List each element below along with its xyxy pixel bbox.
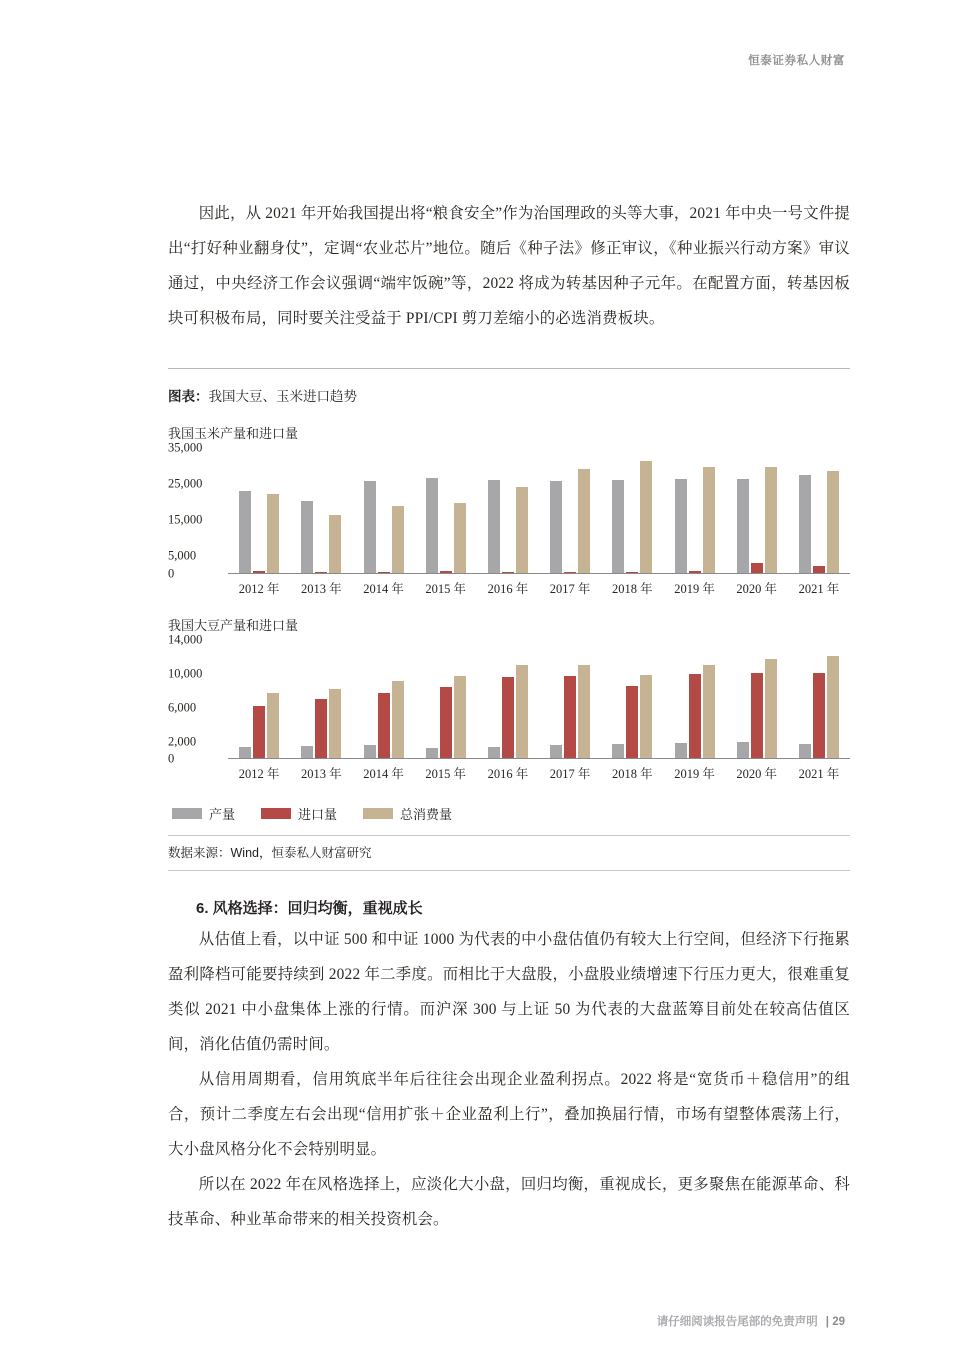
content-column: [168, 196, 850, 1237]
footer-disclaimer: 请仔细阅读报告尾部的免责声明: [656, 1316, 818, 1328]
x-axis-tick: 2020 年: [736, 767, 778, 781]
x-axis-tick: 2015 年: [425, 767, 467, 781]
x-axis-tick: 2013 年: [300, 767, 342, 781]
chart-soybean: [168, 615, 850, 782]
bar-prod: [488, 747, 500, 758]
bar-group: [415, 448, 477, 573]
chart-soybean-x-axis: [168, 764, 850, 782]
bar-imp: [751, 673, 763, 758]
y-axis-tick: 35,000: [168, 440, 203, 455]
bar-imp: [440, 687, 452, 758]
bar-imp: [253, 706, 265, 758]
bar-prod: [364, 481, 376, 573]
bar-imp: [378, 693, 390, 758]
x-axis-tick: 2021 年: [798, 767, 840, 781]
y-axis-tick: 2,000: [168, 734, 197, 749]
bar-cons: [827, 656, 839, 758]
x-axis-tick: 2017 年: [549, 767, 591, 781]
bar-cons: [392, 681, 404, 758]
bar-cons: [454, 676, 466, 758]
bar-group: [601, 640, 663, 758]
figure-caption: [168, 385, 850, 405]
footer-page-number: | 29: [825, 1316, 845, 1328]
bar-imp: [564, 572, 576, 573]
chart-corn-plot-area: [228, 448, 850, 574]
bar-group: [726, 640, 788, 758]
bar-cons: [267, 494, 279, 573]
chart-soybean-plot-wrap: [168, 632, 850, 766]
x-axis-tick: 2017 年: [549, 582, 591, 596]
x-axis-tick: 2020 年: [736, 582, 778, 596]
legend-swatch: [172, 808, 202, 819]
bar-prod: [799, 475, 811, 573]
bar-group: [663, 640, 725, 758]
y-axis-tick: 5,000: [168, 548, 197, 563]
page-header-brand: 恒泰证券私人财富: [748, 55, 845, 67]
bar-prod: [675, 743, 687, 758]
bar-imp: [751, 563, 763, 573]
chart-corn-x-axis: [168, 579, 850, 597]
bar-prod: [799, 744, 811, 758]
legend-item: [172, 804, 235, 823]
figure-caption-label: 图表：: [168, 389, 209, 404]
bar-imp: [689, 674, 701, 758]
bar-prod: [426, 748, 438, 758]
x-axis-tick: 2016 年: [487, 767, 529, 781]
chart-corn-plot-wrap: [168, 440, 850, 581]
bar-cons: [765, 659, 777, 758]
bar-prod: [550, 481, 562, 573]
bar-group: [539, 640, 601, 758]
bar-imp: [689, 571, 701, 573]
legend-swatch: [261, 808, 291, 819]
bar-cons: [454, 503, 466, 573]
chart-soybean-bar-groups: [228, 640, 850, 758]
x-axis-tick: 2019 年: [674, 582, 715, 596]
bar-group: [601, 448, 663, 573]
legend-item: [261, 804, 337, 823]
y-axis-tick: 25,000: [168, 476, 203, 491]
bar-cons: [578, 469, 590, 573]
legend-label: 进口量: [298, 807, 338, 822]
paragraph-3: 从信用周期看，信用筑底半年后往往会出现企业盈利拐点。2022 将是“宽货币＋稳信用”的组合，预计二季度左右会出现“信用扩张＋企业盈利上行”，叠加换届行情，市场有望整体震荡上行，大小盘风格分化不会特别明显。: [168, 1071, 850, 1158]
bar-cons: [827, 471, 839, 573]
x-axis-tick: 2012 年: [238, 582, 280, 596]
bar-group: [788, 640, 850, 758]
bar-prod: [239, 491, 251, 573]
x-axis-tick: 2013 年: [300, 582, 342, 596]
bar-prod: [675, 479, 687, 573]
bar-imp: [253, 571, 265, 573]
bar-imp: [378, 572, 390, 573]
chart-legend: [168, 804, 850, 823]
bar-imp: [440, 571, 452, 573]
bar-cons: [392, 506, 404, 573]
bar-imp: [626, 572, 638, 573]
legend-swatch: [363, 808, 393, 819]
bar-prod: [612, 744, 624, 758]
bar-prod: [301, 501, 313, 573]
section-heading: 6. 风格选择：回归均衡，重视成长: [196, 900, 423, 917]
bar-imp: [813, 673, 825, 758]
legend-item: [363, 804, 452, 823]
bar-cons: [267, 693, 279, 758]
chart-corn: [168, 423, 850, 597]
bar-imp: [813, 566, 825, 573]
bar-prod: [364, 745, 376, 758]
chart-soybean-plot-area: [228, 640, 850, 759]
figure-source: 数据来源：Wind，恒泰私人财富研究: [168, 846, 372, 860]
bar-group: [477, 448, 539, 573]
bar-imp: [315, 699, 327, 759]
chart-corn-bar-groups: [228, 448, 850, 573]
bar-group: [415, 640, 477, 758]
bar-group: [726, 448, 788, 573]
paragraph-4: 所以在 2022 年在风格选择上，应淡化大小盘，回归均衡，重视成长，更多聚焦在能源革命、科技革命、种业革命带来的相关投资机会。: [168, 1176, 850, 1228]
bar-group: [477, 640, 539, 758]
bar-cons: [703, 467, 715, 573]
bar-prod: [426, 478, 438, 573]
page-footer: [0, 1313, 971, 1329]
chart-corn-title: 我国玉米产量和进口量: [168, 426, 299, 441]
bar-cons: [640, 675, 652, 758]
bar-group: [228, 448, 290, 573]
chart-soybean-title: 我国大豆产量和进口量: [168, 618, 299, 633]
figure-top-rule: [168, 368, 850, 369]
bar-imp: [626, 686, 638, 758]
bar-cons: [329, 689, 341, 758]
bar-cons: [765, 467, 777, 573]
bar-group: [352, 448, 414, 573]
figure-block: [168, 368, 850, 871]
source-bottom-rule: [168, 870, 850, 871]
y-axis-tick: 0: [168, 566, 175, 581]
bar-imp: [502, 677, 514, 758]
bar-imp: [502, 572, 514, 573]
y-axis-tick: 6,000: [168, 700, 197, 715]
bar-prod: [737, 479, 749, 573]
bar-prod: [737, 742, 749, 758]
bar-prod: [550, 745, 562, 758]
bar-cons: [516, 487, 528, 573]
bar-group: [539, 448, 601, 573]
bar-group: [352, 640, 414, 758]
y-axis-tick: 15,000: [168, 512, 203, 527]
bar-prod: [612, 480, 624, 573]
paragraph-1: 因此，从 2021 年开始我国提出将“粮食安全”作为治国理政的头等大事，2021 年中央一号文件提出“打好种业翻身仗”，定调“农业芯片”地位。随后《种子法》修正审议，《种业振兴行动方案》审议通过，中央经济工作会议强调“端牢饭碗”等，2022 将成为转基因种子元年。在配置方面，转基因板块可积极布局，同时要关注受益于 PPI/CPI 剪刀差缩小的必选消费板块。: [168, 205, 850, 327]
x-axis-tick: 2016 年: [487, 582, 529, 596]
bar-prod: [301, 746, 313, 758]
bar-prod: [239, 747, 251, 758]
bar-group: [228, 640, 290, 758]
x-axis-tick: 2018 年: [612, 767, 653, 781]
x-axis-tick: 2014 年: [363, 582, 404, 596]
bar-group: [788, 448, 850, 573]
x-axis-tick: 2021 年: [798, 582, 840, 596]
bar-prod: [488, 480, 500, 573]
y-axis-tick: 10,000: [168, 666, 203, 681]
legend-label: 总消费量: [400, 807, 453, 822]
y-axis-tick: 0: [168, 751, 175, 766]
bar-group: [290, 448, 352, 573]
bar-imp: [315, 572, 327, 573]
x-axis-tick: 2019 年: [674, 767, 715, 781]
paragraph-2: 从估值上看，以中证 500 和中证 1000 为代表的中小盘估值仍有较大上行空间，但经济下行拖累盈利降档可能要持续到 2022 年二季度。而相比于大盘股，小盘股业绩增速下行压力更大，很难重复类似 2021 中小盘集体上涨的行情。而沪深 300 与上证 50 为代表的大盘蓝筹目前处在较高估值区间，消化估值仍需时间。: [168, 931, 850, 1053]
x-axis-tick: 2015 年: [425, 582, 467, 596]
legend-label: 产量: [209, 807, 236, 822]
bar-imp: [564, 676, 576, 758]
x-axis-tick: 2014 年: [363, 767, 404, 781]
figure-caption-title: 我国大豆、玉米进口趋势: [208, 389, 357, 404]
y-axis-tick: 14,000: [168, 632, 203, 647]
x-axis-tick: 2012 年: [238, 767, 280, 781]
bar-cons: [516, 665, 528, 758]
bar-cons: [703, 665, 715, 758]
bar-group: [290, 640, 352, 758]
bar-cons: [578, 665, 590, 758]
bar-group: [663, 448, 725, 573]
bar-cons: [329, 515, 341, 573]
x-axis-tick: 2018 年: [612, 582, 653, 596]
bar-cons: [640, 461, 652, 573]
